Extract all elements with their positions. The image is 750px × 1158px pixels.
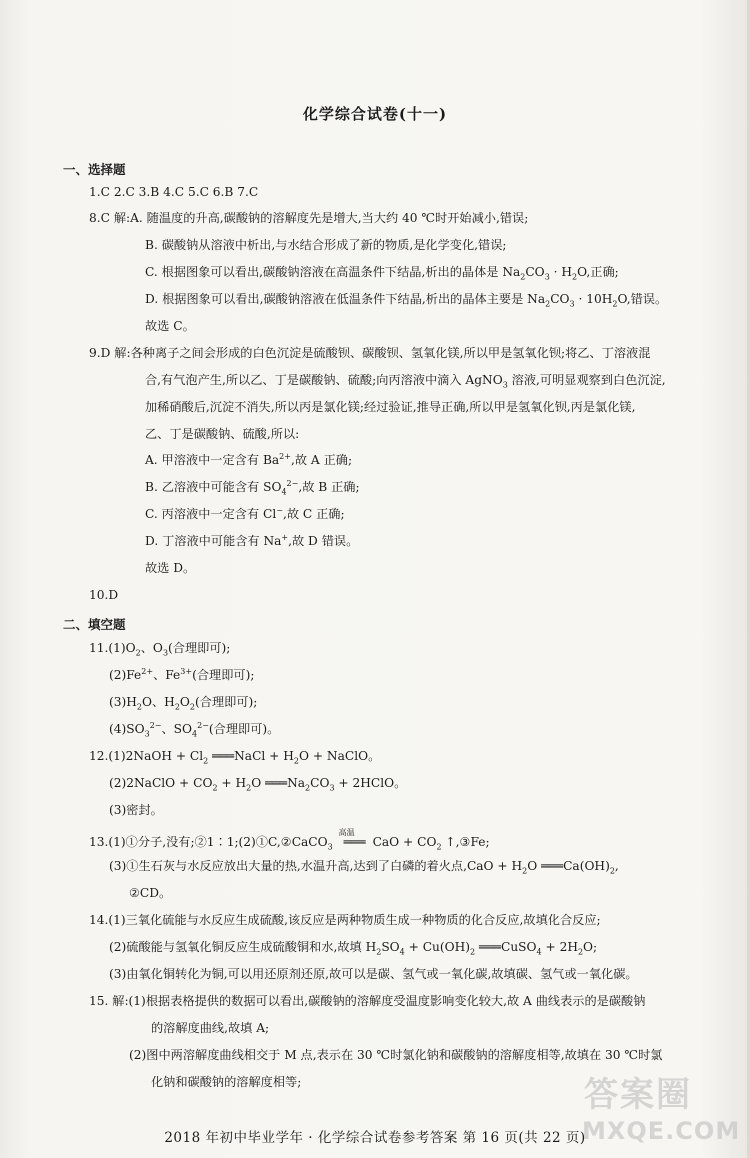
answer-line: 乙、丁是碳酸钠、硫酸,所以: (145, 427, 300, 441)
answer-line: $11.(1)O_2$、$O_3$(合理即可); (89, 641, 231, 658)
answer-line: 13.(1)①分子,没有;②1∶1;(2)①C,②CaCO$_3$ 高温 ═══ CaO + $CO_2$ ↑,③Fe; (89, 828, 490, 852)
section-heading-choice: 一、选择题 (63, 162, 126, 177)
answer-line: (2)硫酸能与氢氧化铜反应生成硫酸铜和水,故填 $H_2SO_4 + Cu(OH)_2$ ═══CuSO$_4$ + $2H_2O$; (109, 940, 598, 957)
answer-line: 10.D (89, 588, 119, 602)
answer-line: B. 碳酸钠从溶液中析出,与水结合形成了新的物质,是化学变化,错误; (145, 238, 507, 252)
page-title: 化学综合试卷(十一) (302, 105, 448, 123)
answer-line: D. 丁溶液中可能含有 Na+,故 D 错误。 (145, 532, 359, 548)
answer-line: 故选 D。 (145, 561, 196, 575)
answer-line: ②CD。 (129, 886, 172, 900)
answer-line: 1.C 2.C 3.B 4.C 5.C 6.B 7.C (89, 185, 259, 199)
answer-line: B. 乙溶液中可能含有 $SO_4^{2-}$,故 B 正确; (145, 478, 360, 497)
answer-line: (3)密封。 (109, 803, 163, 817)
answer-line: 14.(1)三氧化硫能与水反应生成硫酸,该反应是两种物质生成一种物质的化合反应,故填化合反应; (89, 913, 601, 927)
answer-line: D. 根据图象可以看出,碳酸钠溶液在低温条件下结晶,析出的晶体主要是 $Na_2CO_3 \cdot 10H_2O$,错误。 (145, 292, 668, 309)
answer-line: C. 根据图象可以看出,碳酸钠溶液在高温条件下结晶,析出的晶体是 $Na_2CO_3 \cdot H_2O$,正确; (145, 265, 619, 282)
answer-line: $(2)Fe^{2+}$、$Fe^{3+}$(合理即可); (109, 666, 255, 682)
watermark-logo: 答案圈 MXQE.COM (582, 1075, 741, 1145)
answer-line: (3)①生石灰与水反应放出大量的热,水温升高,达到了白磷的着火点$,CaO + H_2O$ $═══Ca(OH)_2$, (109, 859, 619, 876)
answer-line: 15. 解:(1)根据表格提供的数据可以看出,碳酸钠的溶解度受温度影响变化较大,故 A 曲线表示的是碳酸钠 (89, 994, 646, 1008)
answer-line: 8.C 解:A. 随温度的升高,碳酸钠的溶解度先是增大,当大约 40 ℃时开始减小,错误; (89, 211, 529, 225)
answer-line: C. 丙溶液中一定含有 Cl−,故 C 正确; (145, 505, 345, 521)
answer-line: 故选 C。 (145, 319, 195, 333)
section-heading-fill: 二、填空题 (63, 617, 126, 632)
answer-line: (2)图中两溶解度曲线相交于 M 点,表示在 30 ℃时氯化钠和碳酸钠的溶解度相等,故填在 30 ℃时氯 (129, 1048, 663, 1062)
answer-line: 12.(1)2NaOH + $Cl_2$ ═══NaCl + $H_2O$ + NaClO。 (89, 749, 381, 766)
answer-line: $(4)SO_3^{2-}$、$SO_4^{2-}$(合理即可)。 (109, 720, 280, 739)
answer-line: (2)2NaClO + $CO_2 + H_2O$ $═══Na_2CO_3$ + 2HClO。 (109, 776, 407, 793)
answer-line: $(3)H_2O$、$H_2O_2$(合理即可); (109, 695, 258, 712)
page-footer: 2018 年初中毕业学年 · 化学综合试卷参考答案 第 16 页(共 22 页) (164, 1130, 586, 1146)
answer-line: 合,有气泡产生,所以乙、丁是碳酸钠、硫酸;向丙溶液中滴入 AgNO$_3$ 溶液,可明显观察到白色沉淀, (145, 373, 666, 390)
answer-line: A. 甲溶液中一定含有 $Ba^{2+}$,故 A 正确; (145, 451, 353, 467)
answer-line: 的溶解度曲线,故填 A; (151, 1021, 270, 1035)
answer-line: 加稀硝酸后,沉淀不消失,所以丙是氯化镁;经过验证,推导正确,所以甲是氢氧化钡,丙是氯化镁, (145, 400, 636, 414)
answer-line: (3)由氧化铜转化为铜,可以用还原剂还原,故可以是碳、氢气或一氧化碳,故填碳、氢气或一氧化碳。 (109, 967, 638, 981)
answer-line: 化钠和碳酸钠的溶解度相等; (151, 1075, 302, 1089)
answer-line: 9.D 解:各种离子之间会形成的白色沉淀是硫酸钡、碳酸钡、氢氧化镁,所以甲是氢氧化钡;将乙、丁溶液混 (89, 346, 651, 360)
